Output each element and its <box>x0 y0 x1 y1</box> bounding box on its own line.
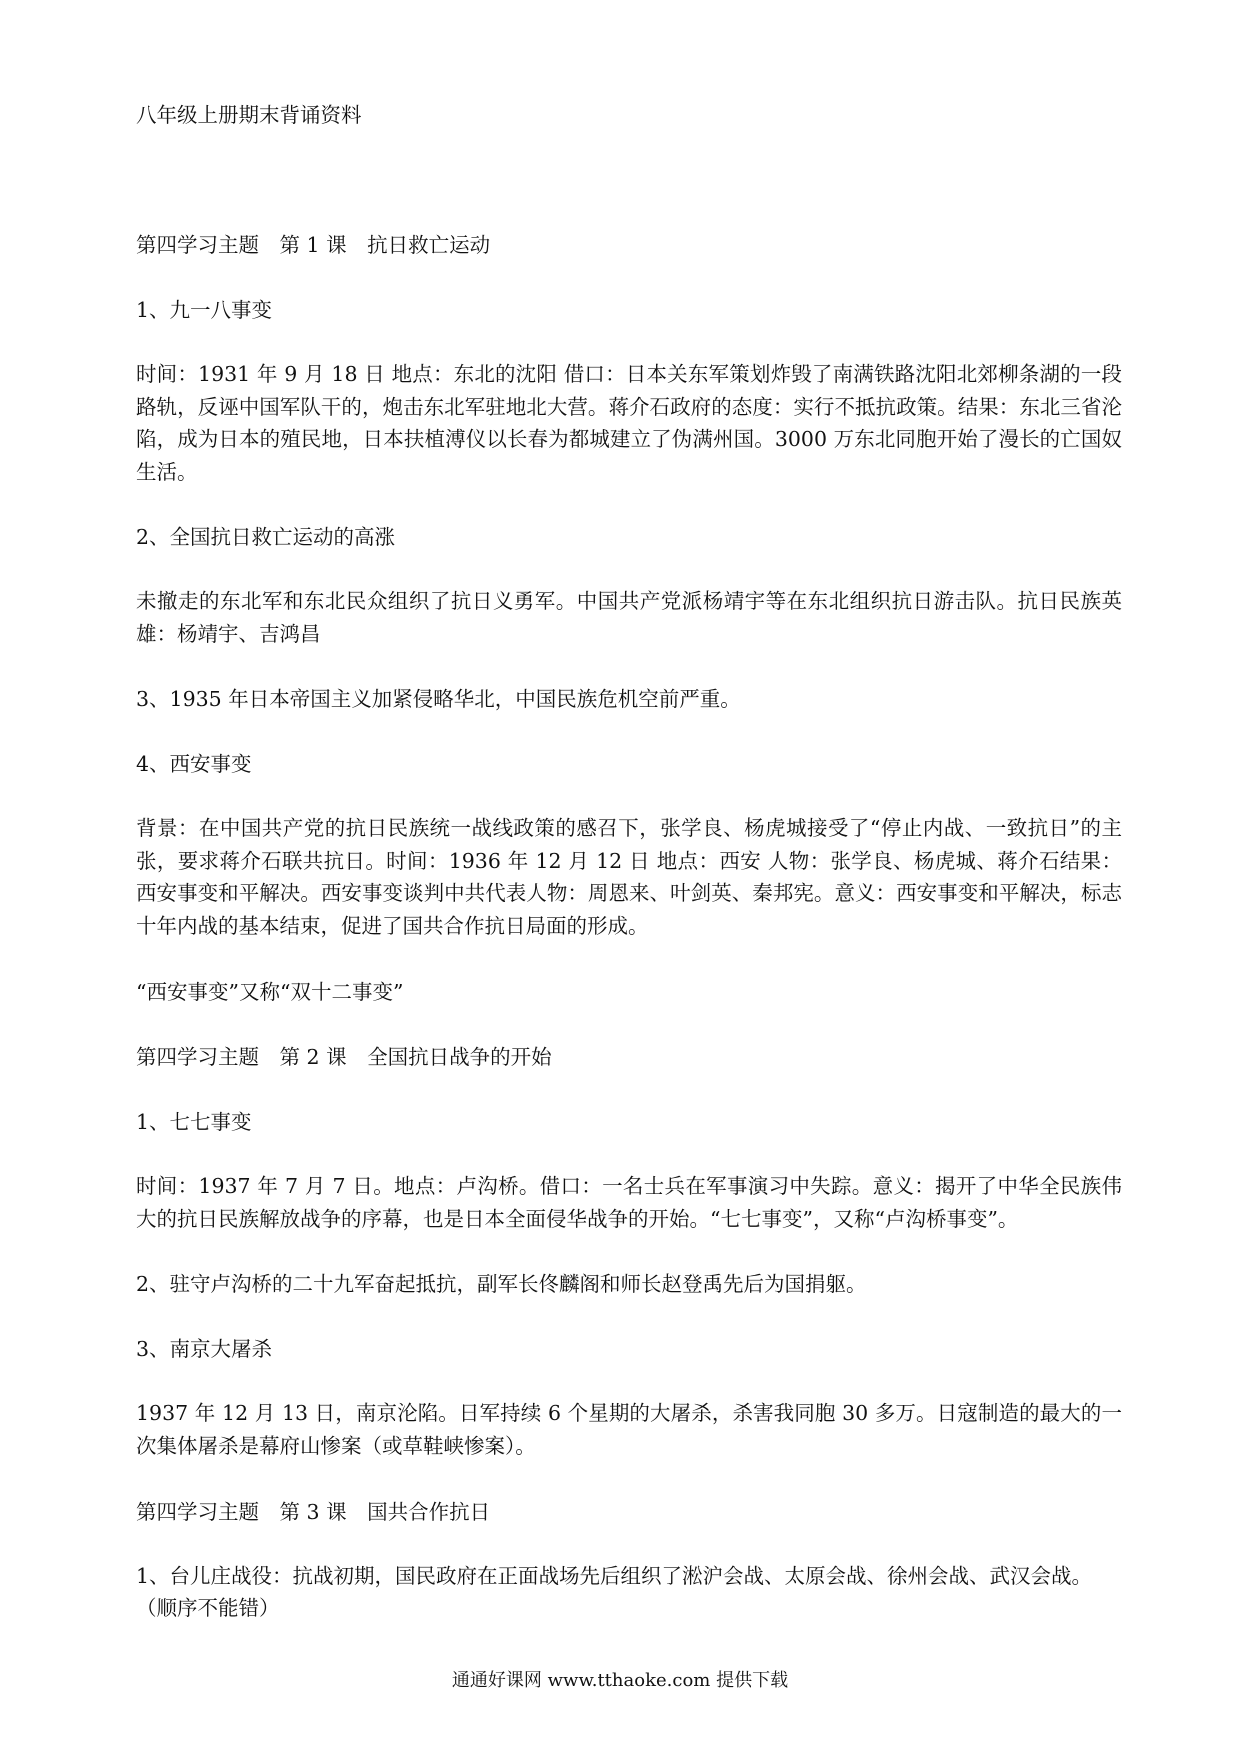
page-footer: 通通好课网 www.tthaoke.com 提供下载 <box>451 1670 789 1691</box>
lesson-1-note: “西安事变”又称“双十二事变” <box>136 980 404 1004</box>
lesson-1-item-2-title: 2、全国抗日救亡运动的高涨 <box>136 525 396 549</box>
lesson-2-item-3-body: 1937 年 12 月 13 日，南京沦陷。日军持续 6 个星期的大屠杀，杀害我同胞 30 多万。日寇制造的最大的一次集体屠杀是幕府山惨案（或草鞋峡惨案）。 <box>136 1401 1122 1458</box>
lesson-1-item-2-body: 未撤走的东北军和东北民众组织了抗日义勇军。中国共产党派杨靖宇等在东北组织抗日游击队。抗日民族英雄：杨靖宇、吉鸿昌 <box>136 589 1122 646</box>
document-title: 八年级上册期末背诵资料 <box>136 103 362 127</box>
lesson-2-item-1-title: 1、七七事变 <box>136 1110 252 1134</box>
lesson-2-item-2: 2、驻守卢沟桥的二十九军奋起抵抗，副军长佟麟阁和师长赵登禹先后为国捐躯。 <box>136 1272 867 1296</box>
lesson-3-item-1-line-2: （顺序不能错） <box>136 1596 280 1620</box>
lesson-1-heading: 第四学习主题 第 1 课 抗日救亡运动 <box>136 233 491 257</box>
lesson-1-item-3: 3、1935 年日本帝国主义加紧侵略华北，中国民族危机空前严重。 <box>136 687 741 711</box>
lesson-2-item-1-body: 时间：1937 年 7 月 7 日。地点：卢沟桥。借口：一名士兵在军事演习中失踪。意义：揭开了中华全民族伟大的抗日民族解放战争的序幕，也是日本全面侵华战争的开始。“七七事变”，又称“卢沟桥事变”。 <box>136 1174 1122 1231</box>
lesson-3-item-1-line-1: 1、台儿庄战役：抗战初期，国民政府在正面战场先后组织了淞沪会战、太原会战、徐州会战、武汉会战。 <box>136 1564 1093 1588</box>
lesson-2-heading: 第四学习主题 第 2 课 全国抗日战争的开始 <box>136 1045 552 1069</box>
lesson-1-item-1-body: 时间：1931 年 9 月 18 日 地点：东北的沈阳 借口：日本关东军策划炸毁了南满铁路沈阳北郊柳条湖的一段路轨，反诬中国军队干的，炮击东北军驻地北大营。蒋介石政府的态度：实行不抵抗政策。结果：东北三省沦陷，成为日本的殖民地，日本扶植溥仪以长春为都城建立了伪满州国。3000 万东北同胞开始了漫长的亡国奴生活。 <box>136 362 1122 484</box>
lesson-2-item-3-title: 3、南京大屠杀 <box>136 1337 273 1361</box>
lesson-1-item-1-title: 1、九一八事变 <box>136 298 273 322</box>
lesson-3-heading: 第四学习主题 第 3 课 国共合作抗日 <box>136 1500 491 1524</box>
lesson-1-item-4-body: 背景：在中国共产党的抗日民族统一战线政策的感召下，张学良、杨虎城接受了“停止内战、一致抗日”的主张，要求蒋介石联共抗日。时间：1936 年 12 月 12 日 地点：西安 人物：张学良、杨虎城、蒋介石结果：西安事变和平解决。西安事变谈判中共代表人物：周恩来、叶剑英、秦邦宪。意义：西安事变和平解决，标志十年内战的基本结束，促进了国共合作抗日局面的形成。 <box>136 816 1122 938</box>
lesson-1-item-4-title: 4、西安事变 <box>136 752 252 776</box>
